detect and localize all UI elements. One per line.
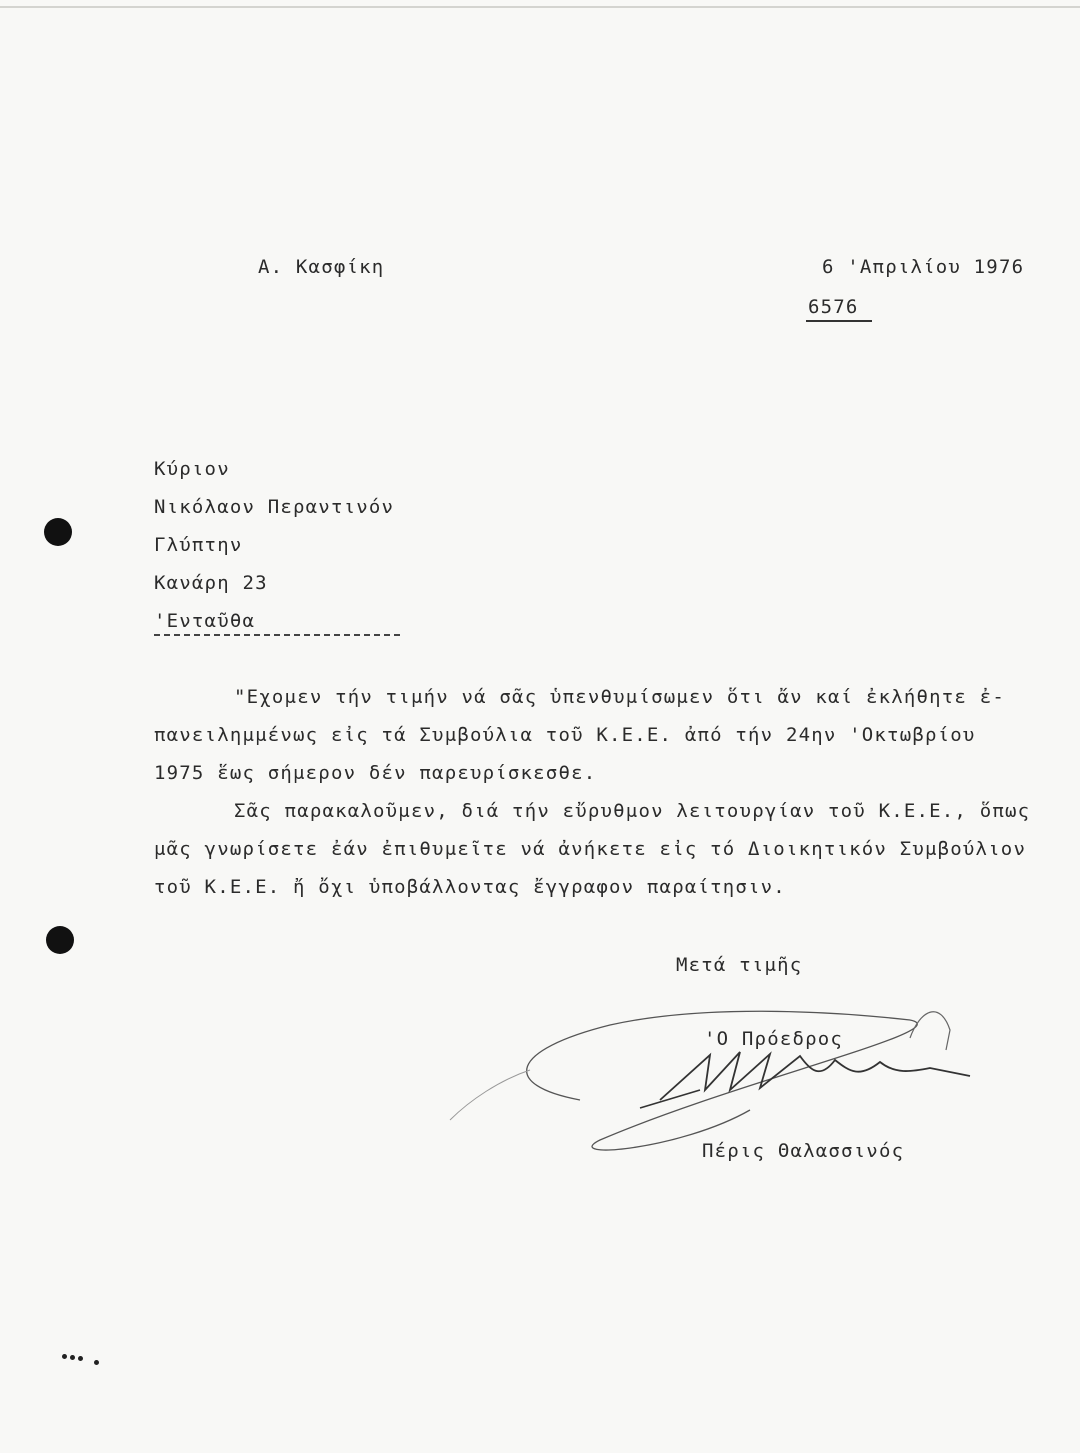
speck-mark [78,1356,83,1361]
recipient-name: Νικόλαον Περαντινόν [154,496,395,518]
reference-underline [806,320,872,322]
speck-mark [94,1360,99,1365]
recipient-city: 'Ενταῦθα [154,610,256,632]
body-line: πανειλημμένως εἰς τά Συμβούλια τοῦ Κ.Ε.Ε. ἀπό τήν 24ην 'Οκτωβρίου [154,724,976,746]
body-line: "Εχομεν τήν τιμήν νά σᾶς ὑπενθυμίσωμεν ὅτι ἄν καί ἐκλήθητε ἐ- [234,686,1005,708]
closing: Μετά τιμῆς [676,954,803,976]
scan-edge-line [0,6,1080,8]
body-line: 1975 ἕως σήμερον δέν παρευρίσκεσθε. [154,762,597,784]
recipient-underline [154,634,400,636]
punch-hole-bottom [46,926,74,954]
punch-hole-top [44,518,72,546]
letter-date: 6 'Απριλίου 1976 [822,256,1025,278]
body-line: Σᾶς παρακαλοῦμεν, διά τήν εὔρυθμον λειτουργίαν τοῦ Κ.Ε.Ε., ὅπως [234,800,1031,822]
body-line: μᾶς γνωρίσετε ἐάν ἐπιθυμεῖτε νά ἀνήκετε εἰς τό Διοικητικόν Συμβούλιον [154,838,1027,860]
signatory-name: Πέρις Θαλασσινός [702,1140,905,1162]
speck-mark [70,1355,75,1360]
signatory-title: 'Ο Πρόεδρος [704,1028,844,1050]
recipient-street: Κανάρη 23 [154,572,268,594]
reference-number: 6576 [808,296,859,318]
sender-name: Α. Κασφίκη [258,256,385,278]
recipient-salutation: Κύριον [154,458,230,480]
recipient-title: Γλύπτην [154,534,243,556]
speck-mark [62,1354,67,1359]
body-line: τοῦ Κ.Ε.Ε. ἤ ὄχι ὑποβάλλοντας ἔγγραφον παραίτησιν. [154,876,786,898]
